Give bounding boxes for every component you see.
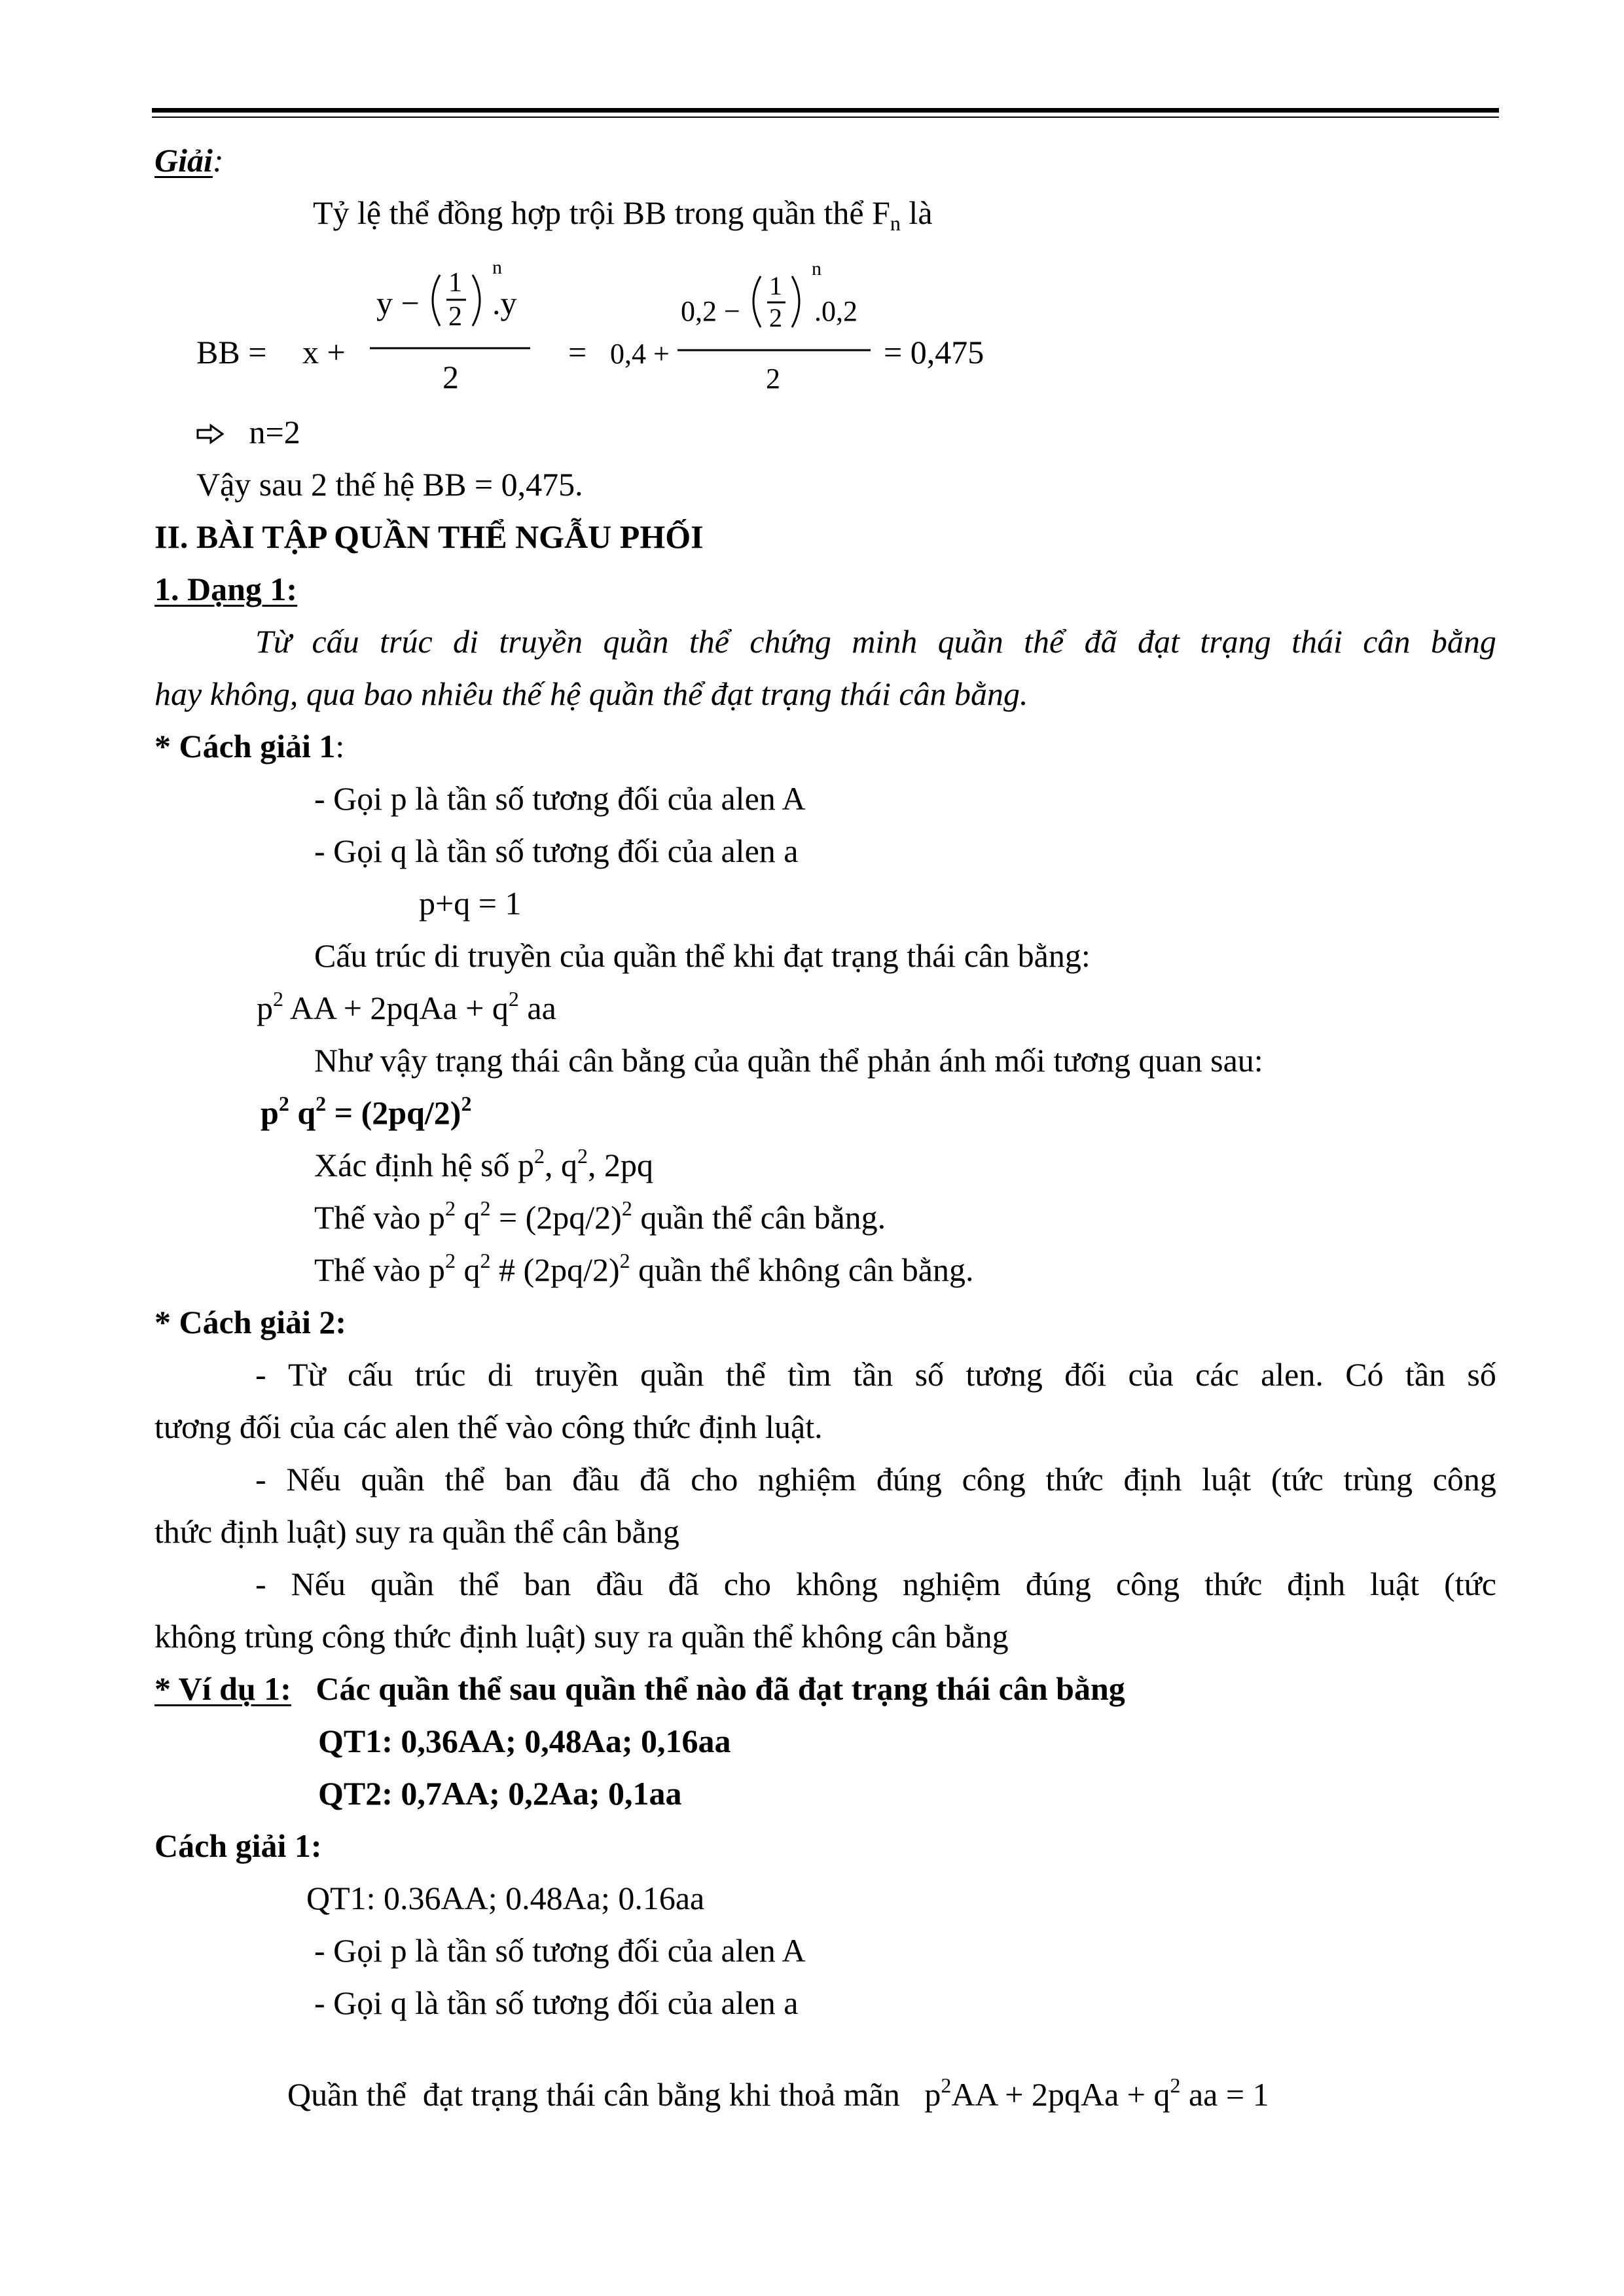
word: quần	[603, 623, 669, 660]
sub-eq-sup-p: 2	[444, 1196, 456, 1220]
word: tương	[965, 1356, 1043, 1393]
cach2-p1-line2: tương đối của các alen thế vào công thức định luật.	[154, 1408, 823, 1445]
ratio-text: Tỷ lệ thể đồng hợp trội BB trong quần thể F	[313, 194, 890, 231]
word: đầu	[596, 1566, 643, 1602]
coef-sup-q: 2	[577, 1144, 588, 1168]
relation-p: p	[261, 1094, 279, 1131]
formula-exp-n-2: n	[812, 258, 821, 279]
ratio-line	[313, 193, 933, 236]
word: đã	[1084, 623, 1117, 660]
relation-q: q	[289, 1094, 316, 1131]
cond-sup-q: 2	[1170, 2073, 1181, 2097]
word: thể	[725, 1356, 766, 1393]
word: Có	[1345, 1356, 1384, 1393]
sub-eq-q: q	[455, 1199, 480, 1236]
word: di	[487, 1356, 513, 1393]
section2-title: II. BÀI TẬP QUẦN THỂ NGẪU PHỐI	[154, 518, 704, 555]
cach2-title: * Cách giải 2:	[154, 1304, 347, 1340]
sub-eq-sup-q: 2	[480, 1196, 491, 1220]
example1-label: * Ví dụ 1:	[154, 1670, 291, 1707]
example1-qt1: QT1: 0,36AA; 0,48Aa; 0,16aa	[318, 1723, 731, 1759]
coef-sup-p: 2	[534, 1144, 545, 1168]
cach2-p3-line2: không trùng công thức định luật) suy ra quần thể không cân bằng	[154, 1618, 1009, 1655]
sub-neq-sup-p: 2	[444, 1249, 456, 1272]
word: cho	[691, 1461, 738, 1498]
formula-paren-left-1	[433, 275, 440, 326]
word: đầu	[572, 1461, 620, 1498]
word: quần	[361, 1461, 425, 1498]
cach1-structure	[257, 988, 556, 1031]
cach2-p3-line1	[255, 1564, 1496, 1604]
dang1-title: 1. Dạng 1:	[154, 571, 298, 607]
formula-den-1: 2	[442, 359, 459, 395]
structure-end: aa	[518, 990, 556, 1026]
word: của	[1128, 1356, 1174, 1393]
cach1-pq-sum: p+q = 1	[419, 885, 522, 922]
sub-eq-rhs: = (2pq/2)	[490, 1199, 622, 1236]
word: công	[1115, 1566, 1180, 1602]
cach1-title: * Cách giải 1	[154, 728, 336, 764]
sub-neq-q: q	[455, 1251, 480, 1288]
word: công	[1432, 1461, 1496, 1498]
cach1-sub-eq	[314, 1198, 886, 1241]
giai-colon: :	[212, 142, 224, 179]
structure-sup-p: 2	[273, 987, 283, 1011]
word: trùng	[1343, 1461, 1413, 1498]
word: nghiệm	[758, 1461, 857, 1498]
word: minh	[852, 623, 918, 660]
relation-rhs: = (2pq/2)	[326, 1094, 461, 1131]
cach1-q-def: - Gọi q là tần số tương đối của alen a	[314, 833, 799, 869]
word: cân	[1363, 623, 1411, 660]
header-rule-thick	[152, 108, 1499, 113]
cach1-sub-neq	[314, 1250, 974, 1293]
giai-heading	[154, 141, 224, 180]
ratio-sub: n	[890, 211, 901, 235]
word: đúng	[876, 1461, 942, 1498]
relation-sup-q: 2	[316, 1092, 327, 1115]
cach2-p1-line1	[255, 1355, 1496, 1394]
word: định	[1287, 1566, 1346, 1602]
example1-question: Các quần thể sau quần thể nào đã đạt trạng thái cân bằng	[291, 1670, 1125, 1707]
example1-qt2: QT2: 0,7AA; 0,2Aa; 0,1aa	[318, 1775, 682, 1812]
word: di	[453, 623, 478, 660]
word: số	[1467, 1356, 1496, 1393]
word: trúc	[380, 623, 433, 660]
header-rule-thin	[152, 117, 1499, 118]
word: số	[914, 1356, 945, 1393]
word: tần	[853, 1356, 893, 1393]
sub-eq-sup-rhs: 2	[621, 1196, 632, 1220]
word: cho	[723, 1566, 771, 1602]
implies-arrow-icon	[196, 423, 225, 444]
sub-neq-result: quần thể không cân bằng.	[630, 1251, 974, 1288]
solution1-q-def: - Gọi q là tần số tương đối của alen a	[314, 1984, 799, 2021]
sub-neq-sup-q: 2	[480, 1249, 491, 1272]
sub-eq-p: Thế vào p	[314, 1199, 445, 1236]
word: nghiệm	[902, 1566, 1001, 1602]
word: bằng	[1430, 623, 1496, 660]
solution1-qt1: QT1: 0.36AA; 0.48Aa; 0.16aa	[306, 1880, 705, 1916]
structure-p: p	[257, 990, 273, 1026]
word: thể	[689, 623, 729, 660]
coef-2pq: , 2pq	[588, 1147, 654, 1183]
word: thể	[444, 1461, 485, 1498]
word: không	[795, 1566, 878, 1602]
word: đạt	[1138, 623, 1180, 660]
sub-eq-result: quần thể cân bằng.	[632, 1199, 886, 1236]
cach1-p-def: - Gọi p là tần số tương đối của alen A	[314, 780, 806, 817]
solution1-p-def: - Gọi p là tần số tương đối của alen A	[314, 1932, 806, 1969]
word: Nếu	[286, 1461, 341, 1498]
word: công	[962, 1461, 1026, 1498]
word: định	[1123, 1461, 1182, 1498]
formula-dot-y: .y	[492, 285, 517, 321]
formula-x: x +	[302, 334, 346, 370]
word: -	[255, 1566, 266, 1602]
word: thức	[1204, 1566, 1263, 1602]
cond-text: Quần thể đạt trạng thái cân bằng khi thoả mãn p	[287, 2076, 941, 2113]
word: tần	[1405, 1356, 1446, 1393]
word: thể	[459, 1566, 499, 1602]
giai-label: Giải	[154, 142, 213, 179]
coef-p: Xác định hệ số p	[314, 1147, 535, 1183]
sub-neq-rhs: # (2pq/2)	[490, 1251, 620, 1288]
word: thể	[1024, 623, 1064, 660]
word: ban	[505, 1461, 552, 1498]
formula-half-den-2: 2	[769, 303, 782, 332]
word: trúc	[414, 1356, 466, 1393]
formula-half-den-1: 2	[448, 302, 462, 332]
sub-neq-p: Thế vào p	[314, 1251, 445, 1288]
dang1-desc-line2: hay không, qua bao nhiêu thế hệ quần thể đạt trạng thái cân bằng.	[154, 675, 1028, 712]
n-result: n=2	[249, 414, 300, 450]
word: (tức	[1444, 1566, 1496, 1602]
word: đúng	[1025, 1566, 1091, 1602]
word: truyền	[535, 1356, 619, 1393]
ratio-tail: là	[900, 194, 933, 231]
formula-lhs: BB =	[196, 334, 267, 370]
cond-end: aa = 1	[1180, 2076, 1269, 2113]
cach1-heading	[154, 726, 344, 766]
cond-mid: AA + 2pqAa + q	[951, 2076, 1170, 2113]
word: quần	[640, 1356, 704, 1393]
cach2-p2-line1	[255, 1460, 1496, 1499]
formula-den-2: 2	[766, 363, 780, 395]
formula-eq: =	[568, 334, 587, 370]
word: chứng	[749, 623, 831, 660]
cach1-relation	[261, 1093, 471, 1136]
word: (tức	[1271, 1461, 1324, 1498]
formula-dot-02: .0,2	[814, 295, 857, 327]
conclusion: Vậy sau 2 thế hệ BB = 0,475.	[196, 466, 583, 503]
cond-sup-p: 2	[941, 2073, 952, 2097]
word: ban	[524, 1566, 571, 1602]
n-result-line	[196, 412, 300, 452]
word: cấu	[348, 1356, 393, 1393]
word: thức	[1045, 1461, 1104, 1498]
formula-v02-minus: 0,2 −	[681, 295, 740, 327]
sub-neq-sup-rhs: 2	[619, 1249, 630, 1272]
word: trạng	[1200, 623, 1271, 660]
formula-y-minus: y −	[376, 285, 420, 321]
cach2-p2-line2: thức định luật) suy ra quần thể cân bằng	[154, 1513, 679, 1550]
bb-formula	[196, 249, 1113, 399]
word: đối	[1064, 1356, 1107, 1393]
word: cấu	[312, 623, 359, 660]
structure-mid: AA + 2pqAa + q	[283, 990, 509, 1026]
word: Từ	[255, 623, 292, 660]
dang1-desc-line1	[255, 622, 1496, 661]
word: đã	[640, 1461, 671, 1498]
formula-v04: 0,4 +	[610, 338, 670, 370]
formula-paren-left-2	[753, 276, 761, 327]
word: truyền	[499, 623, 583, 660]
solution1-title: Cách giải 1:	[154, 1827, 322, 1864]
word: -	[255, 1356, 266, 1393]
structure-sup-q: 2	[508, 987, 519, 1011]
word: -	[255, 1461, 266, 1498]
relation-sup-p: 2	[278, 1092, 289, 1115]
word: quần	[937, 623, 1003, 660]
cach1-coef	[314, 1145, 653, 1189]
word: Nếu	[291, 1566, 346, 1602]
coef-q: , q	[545, 1147, 578, 1183]
word: tìm	[787, 1356, 831, 1393]
relation-sup-rhs: 2	[461, 1092, 472, 1115]
formula-exp-n-1: n	[492, 257, 502, 278]
cach1-structure-intro: Cấu trúc di truyền của quần thể khi đạt trạng thái cân bằng:	[314, 937, 1091, 974]
formula-half-num-1: 1	[448, 268, 462, 298]
word: alen.	[1261, 1356, 1324, 1393]
word: đã	[668, 1566, 699, 1602]
example1-heading	[154, 1669, 1125, 1708]
word: các	[1195, 1356, 1239, 1393]
solution1-cond	[271, 2036, 1269, 2118]
formula-result: = 0,475	[884, 334, 984, 370]
word: thái	[1291, 623, 1343, 660]
word: luật	[1370, 1566, 1420, 1602]
word: quần	[370, 1566, 435, 1602]
cach1-relation-intro: Như vậy trạng thái cân bằng của quần thể phản ánh mối tương quan sau:	[314, 1042, 1263, 1079]
cach1-colon: :	[335, 728, 345, 764]
word: Từ	[288, 1356, 326, 1393]
formula-paren-right-2	[792, 276, 799, 327]
formula-paren-right-1	[473, 275, 480, 326]
word: luật	[1202, 1461, 1252, 1498]
formula-half-num-2: 1	[769, 271, 782, 300]
